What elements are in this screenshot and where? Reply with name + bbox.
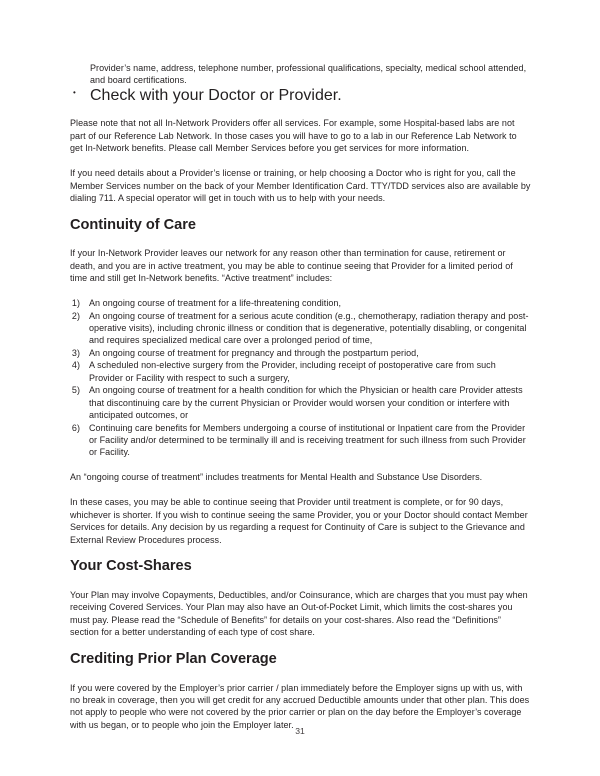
- page-number-footer: 31: [295, 726, 305, 736]
- list-item-marker: 4): [71, 360, 80, 371]
- list-item-label: An ongoing course of treatment for pregnancy and through the postpartum period,: [89, 347, 419, 358]
- paragraph-crediting-prior-coverage-body: If you were covered by the Employer’s prior carrier / plan immediately before the Employer signs up with us, with no break in coverage, then you will get credit for any accrued Deductible amounts under that other plan. This does not apply to people who were not covered by the prior carrier or plan on the day before the Employer’s coverage with us began, or to people who join the Employer later.: [70, 682, 530, 730]
- list-item: [70, 359, 531, 384]
- list-item-label: Continuing care benefits for Members undergoing a course of institutional or Inpatient care from the Provider or Facility and/or determined to be terminally ill and is receiving treatment for such illness from such Provider or Facility.: [89, 422, 526, 458]
- list-item-label: A scheduled non-elective surgery from the Provider, including receipt of postoperative care from such Provider or Facility with respect to such a surgery,: [89, 360, 496, 383]
- heading-your-cost-shares: Your Cost-Shares: [70, 558, 192, 575]
- list-item-label: An ongoing course of treatment for a health condition for which the Physician or health care Provider attests that discontinuing care by the current Physician or Provider would worsen your condition or interfere with anticipated outcomes, or: [89, 385, 523, 421]
- paragraph-reference-lab-network: Please note that not all In-Network Providers offer all services. For example, some Hospital-based labs are not part of our Reference Lab Network. In those cases you will have to go to a lab in our Reference Lab Network to get In-Network benefits. Please call Member Services before you get services for more information.: [70, 118, 517, 154]
- list-item: [70, 347, 531, 359]
- list-item-label: An ongoing course of treatment for a life-threatening condition,: [89, 298, 342, 309]
- list-item: [70, 310, 531, 347]
- list-item-marker: 3): [71, 347, 80, 358]
- section-heading-container-cost-shares: [70, 558, 531, 575]
- list-item-marker: 2): [71, 310, 80, 321]
- list-item-marker: 5): [71, 385, 80, 396]
- list-item-marker: 1): [71, 298, 80, 309]
- list-item: [70, 87, 531, 105]
- paragraph-continuity-intro: If your In-Network Provider leaves our network for any reason other than termination for cause, retirement or death, and you are in active treatment, you may be able to continue seeing that Provider for a limited period of time and still get In-Network benefits. “Active treatment” includes:: [70, 248, 513, 284]
- list-item: [70, 384, 531, 421]
- list-item-label: An ongoing course of treatment for a serious acute condition (e.g., chemotherapy, radiation therapy and post-operative visits), including chronic illness or condition that is degenerative, potentially disabling, or congenital and requires specialized medical care over a prolonged period of time,: [89, 310, 529, 346]
- bullet-item-label: Check with your Doctor or Provider.: [90, 86, 342, 104]
- list-item: [70, 297, 531, 309]
- numbered-list-active-treatment: [70, 297, 531, 459]
- paragraph-continuity-duration: In these cases, you may be able to continue seeing that Provider until treatment is complete, or for 90 days, whichever is shorter. If you wish to continue seeing the same Provider, you or your Doctor should contact Member Services for details. Any decision by us regarding a request for Continuity of Care is subject to the Grievance and External Review Procedures process.: [70, 497, 528, 545]
- page-content: [70, 62, 531, 731]
- paragraph-cost-shares-body: Your Plan may involve Copayments, Deductibles, and/or Coinsurance, which are charges that you must pay when receiving Covered Services. Your Plan may also have an Out-of-Pocket Limit, which limits the cost-shares you must pay. Please read the “Schedule of Benefits” for details on your cost-shares. Also read the “Definitions” section for a better understanding of each type of cost share.: [70, 589, 528, 638]
- heading-crediting-prior-plan-coverage: Crediting Prior Plan Coverage: [70, 651, 277, 668]
- section-heading-container-crediting-coverage: [70, 651, 531, 668]
- bullet-continuation-text: Provider’s name, address, telephone number, professional qualifications, specialty, medical school attended, and board certifications.: [90, 63, 527, 86]
- heading-continuity-of-care: Continuity of Care: [70, 216, 196, 233]
- bullet-icon: •: [73, 87, 76, 97]
- list-item: [70, 422, 531, 459]
- section-heading-container-continuity: [70, 217, 531, 234]
- list-item-marker: 6): [71, 422, 80, 433]
- paragraph-member-services-contact: If you need details about a Provider’s license or training, or help choosing a Doctor who is right for you, call the Member Services number on the back of your Member Identification Card. TTY/TDD services also are available by dialing 711. A special operator will get in touch with us to help with your needs.: [70, 168, 531, 203]
- paragraph-ongoing-course-definition: An “ongoing course of treatment” includes treatments for Mental Health and Substance Use Disorders.: [70, 472, 483, 483]
- bullet-list-provider-directory: [70, 62, 531, 105]
